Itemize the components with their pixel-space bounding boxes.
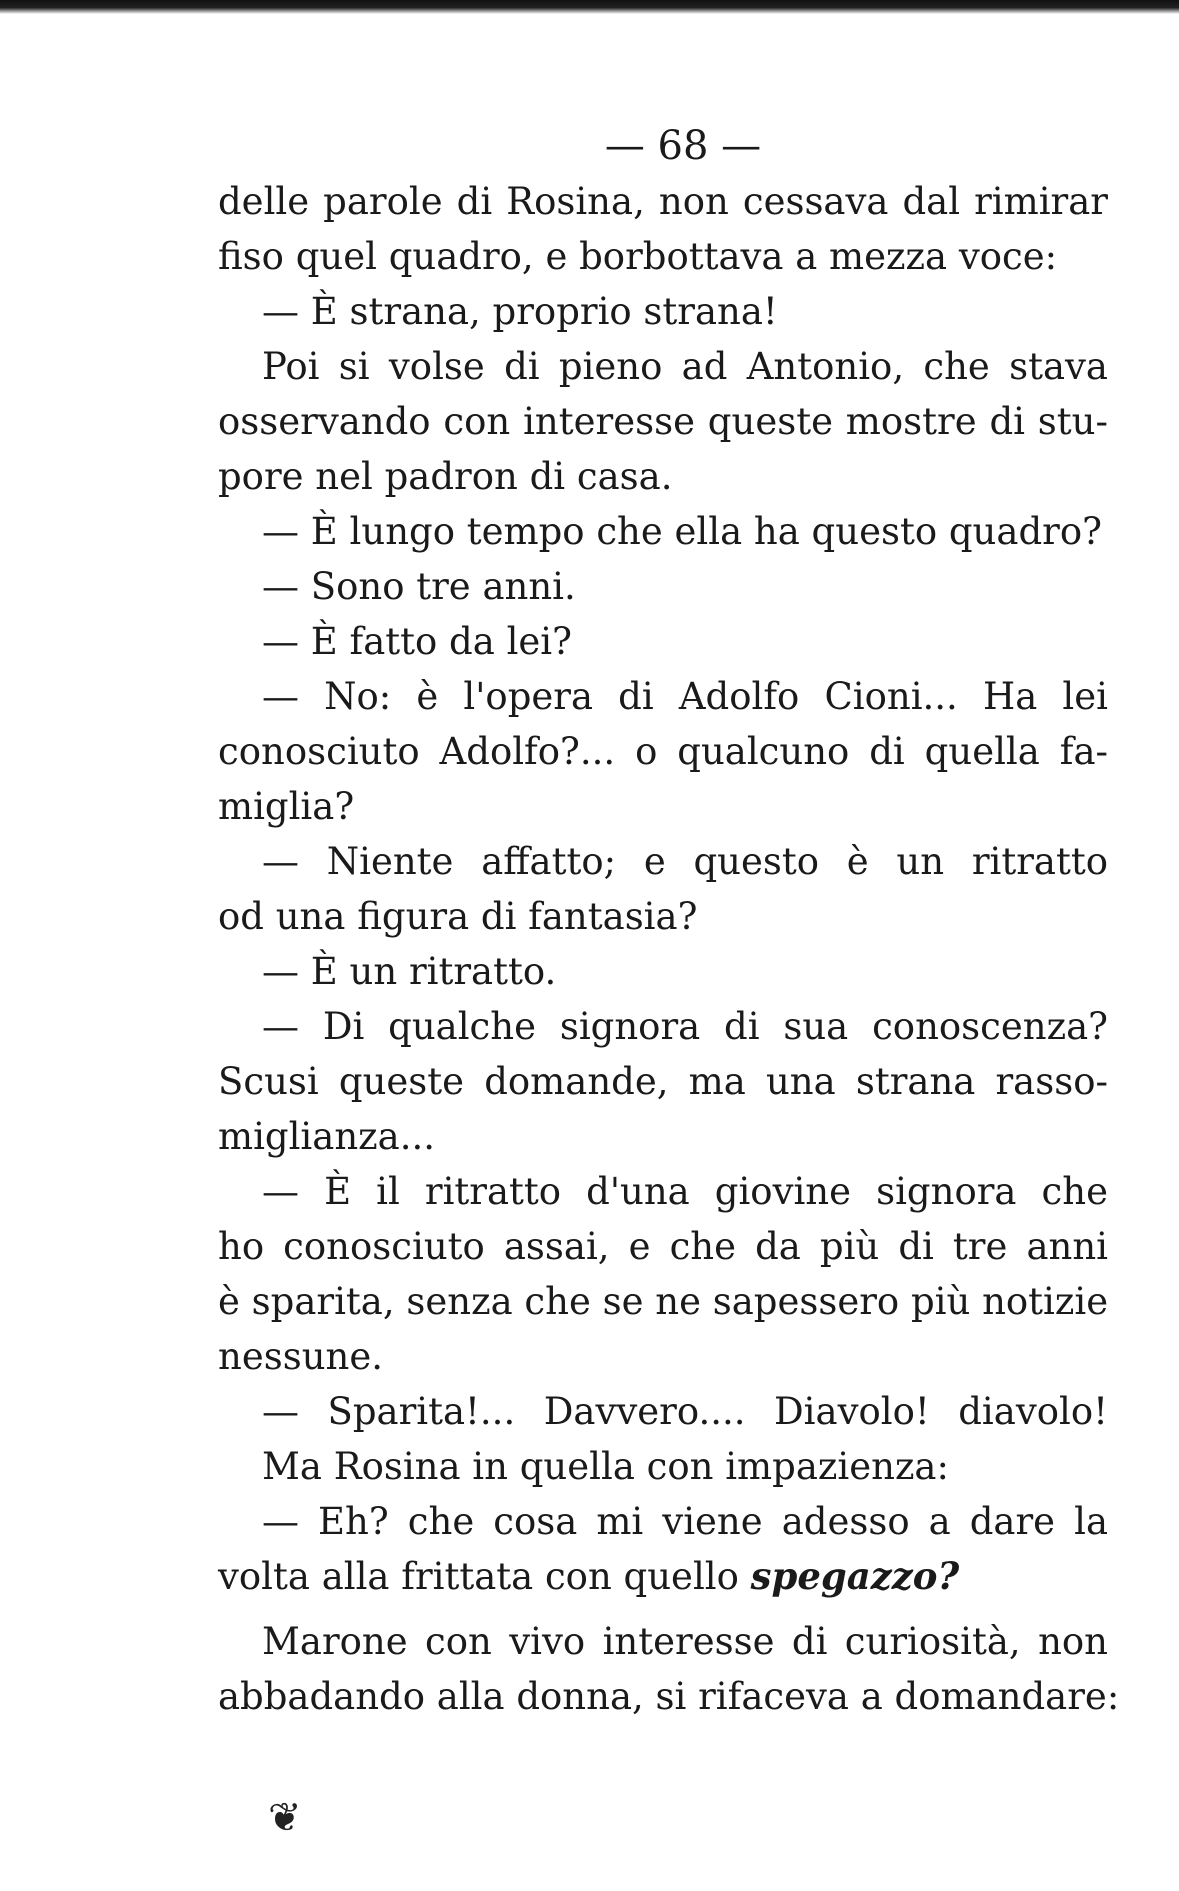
dialogue-line: — Niente affatto; e questo è un ritratto <box>262 840 1108 883</box>
dialogue-line: — È un ritratto. <box>262 950 557 993</box>
dialogue-line: — Di qualche signora di sua conoscenza? <box>262 1005 1108 1048</box>
text-line: od una figura di fantasia? <box>218 895 698 938</box>
text-line: miglia? <box>218 785 355 828</box>
text-line: conosciuto Adolfo?... o qualcuno di quella fa- <box>218 730 1108 773</box>
text-line: nessune. <box>218 1335 384 1378</box>
text-line <box>218 1549 1108 1604</box>
dialogue-line: — È fatto da lei? <box>262 620 572 663</box>
text-line: delle parole di Rosina, non cessava dal rimirar <box>218 180 1108 223</box>
dialogue-line: — Sparita!... Davvero.... Diavolo! diavolo! <box>262 1390 1108 1433</box>
text-line: è sparita, senza che se ne sapessero più notizie <box>218 1280 1109 1323</box>
dialogue-line: — È lungo tempo che ella ha questo quadro? <box>262 510 1102 553</box>
text-line: abbadando alla donna, si rifaceva a domandare: <box>218 1675 1120 1718</box>
paragraph-start: Ma Rosina in quella con impazienza: <box>262 1445 949 1488</box>
text-line: osservando con interesse queste mostre di stu- <box>218 400 1108 443</box>
dialogue-line: — Eh? che cosa mi viene adesso a dare la <box>262 1500 1108 1543</box>
text-line: fiso quel quadro, e borbottava a mezza voce: <box>218 235 1058 278</box>
dialogue-line: — No: è l'opera di Adolfo Cioni... Ha lei <box>262 675 1108 718</box>
page-number: — 68 — <box>604 123 762 169</box>
text-line: miglianza... <box>218 1115 435 1158</box>
printer-ornament-icon: ❦ <box>268 1795 302 1841</box>
dialogue-line: — È strana, proprio strana! <box>262 290 778 333</box>
page-top-border <box>0 0 1179 14</box>
dialogue-line: — È il ritratto d'una giovine signora che <box>262 1170 1108 1213</box>
dialogue-line: — Sono tre anni. <box>262 565 576 608</box>
paragraph-start: Poi si volse di pieno ad Antonio, che stava <box>262 345 1108 388</box>
book-page <box>218 118 1120 1724</box>
paragraph-start: Marone con vivo interesse di curiosità, non <box>262 1620 1108 1663</box>
text-line: ho conosciuto assai, e che da più di tre anni <box>218 1225 1108 1268</box>
text-fragment: volta alla frittata con quello <box>218 1555 751 1598</box>
italic-word: spegazzo? <box>750 1554 960 1598</box>
text-line: Scusi queste domande, ma una strana rasso- <box>218 1060 1108 1103</box>
text-line: pore nel padron di casa. <box>218 455 673 498</box>
